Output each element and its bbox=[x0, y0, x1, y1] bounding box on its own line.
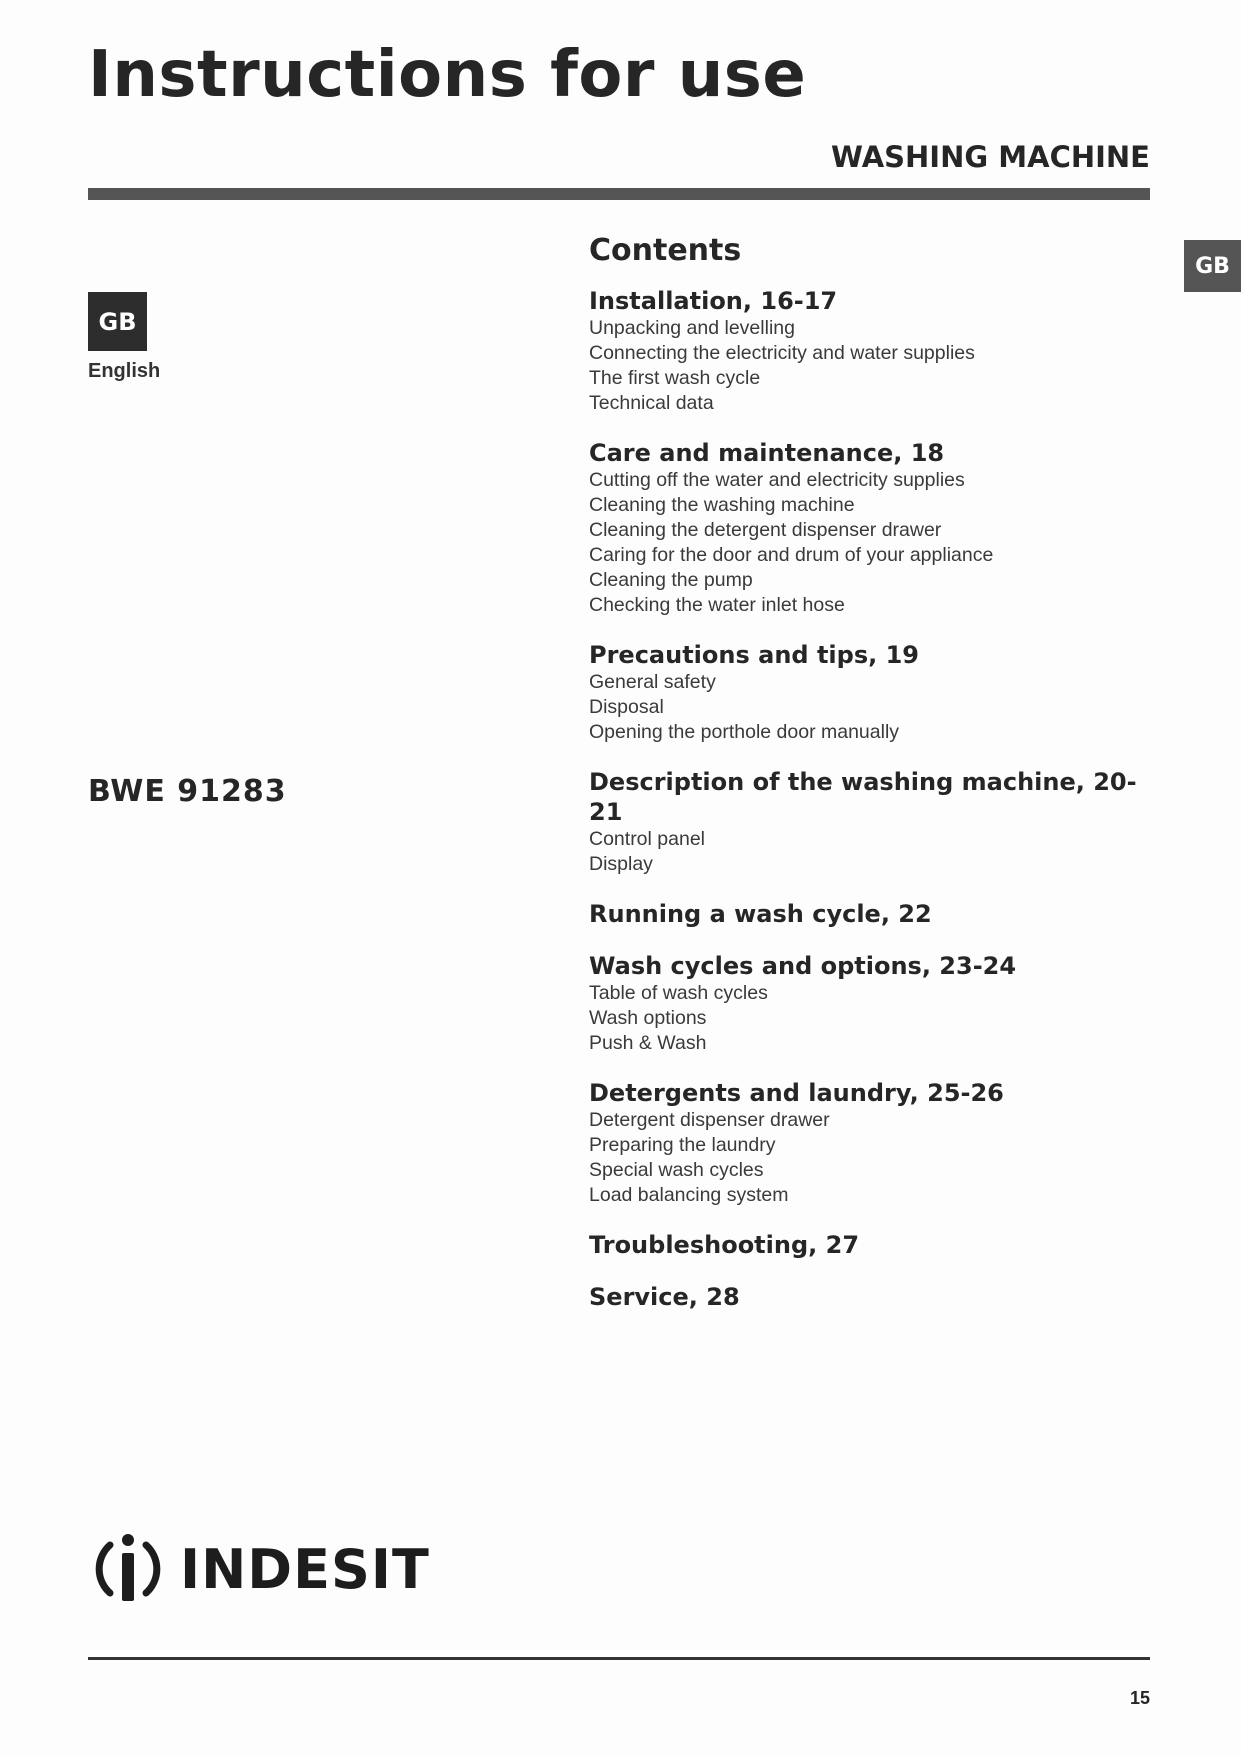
section-item: Special wash cycles bbox=[589, 1159, 764, 1181]
section-item: Technical data bbox=[589, 392, 714, 414]
model-number: BWE 91283 bbox=[88, 774, 287, 809]
page-title: Instructions for use bbox=[88, 38, 807, 112]
contents-sections bbox=[589, 286, 1149, 1312]
section-items bbox=[589, 468, 1149, 618]
section-items bbox=[589, 981, 1149, 1056]
section-title: Wash cycles and options, 23-24 bbox=[589, 952, 1017, 980]
section-item: Disposal bbox=[589, 696, 664, 718]
section-item: General safety bbox=[589, 671, 716, 693]
section-item: Push & Wash bbox=[589, 1032, 707, 1054]
section-title: Running a wash cycle, 22 bbox=[589, 900, 932, 928]
section-title: Description of the washing machine, 20-21 bbox=[589, 768, 1137, 826]
section-item: Checking the water inlet hose bbox=[589, 594, 845, 616]
section-item: Opening the porthole door manually bbox=[589, 721, 900, 743]
section-item: Caring for the door and drum of your appliance bbox=[589, 544, 994, 566]
language-label: English bbox=[88, 360, 161, 382]
section-item: Control panel bbox=[589, 828, 705, 850]
section-items bbox=[589, 1108, 1149, 1208]
header-divider bbox=[88, 188, 1150, 200]
section-item: Cleaning the washing machine bbox=[589, 494, 855, 516]
brand-logo bbox=[88, 1529, 430, 1609]
contents-section bbox=[589, 286, 1149, 416]
brand-logo-text: INDESIT bbox=[180, 1537, 430, 1601]
section-title: Detergents and laundry, 25-26 bbox=[589, 1079, 1004, 1107]
section-item: Detergent dispenser drawer bbox=[589, 1109, 830, 1131]
section-item: Cutting off the water and electricity supplies bbox=[589, 469, 965, 491]
contents-section bbox=[589, 767, 1149, 877]
section-items bbox=[589, 316, 1149, 416]
language-side-tab: GB bbox=[1184, 240, 1241, 292]
contents-section bbox=[589, 899, 1149, 929]
indesit-logo-icon bbox=[88, 1529, 168, 1609]
section-title: Care and maintenance, 18 bbox=[589, 439, 945, 467]
contents-section bbox=[589, 640, 1149, 745]
contents-section bbox=[589, 1282, 1149, 1312]
section-item: Unpacking and levelling bbox=[589, 317, 795, 339]
table-of-contents bbox=[589, 233, 1149, 1334]
section-title: Precautions and tips, 19 bbox=[589, 641, 919, 669]
section-item: Wash options bbox=[589, 1007, 707, 1029]
language-badge: GB bbox=[88, 292, 147, 351]
contents-section bbox=[589, 1230, 1149, 1260]
section-title: Installation, 16-17 bbox=[589, 287, 838, 315]
section-title: Service, 28 bbox=[589, 1283, 740, 1311]
contents-section bbox=[589, 951, 1149, 1056]
section-item: Cleaning the pump bbox=[589, 569, 753, 591]
section-item: Table of wash cycles bbox=[589, 982, 768, 1004]
section-item: Preparing the laundry bbox=[589, 1134, 776, 1156]
page-number: 15 bbox=[1129, 1688, 1150, 1708]
section-item: Load balancing system bbox=[589, 1184, 789, 1206]
footer-divider bbox=[88, 1657, 1150, 1660]
section-item: Display bbox=[589, 853, 653, 875]
section-title: Troubleshooting, 27 bbox=[589, 1231, 860, 1259]
section-item: Cleaning the detergent dispenser drawer bbox=[589, 519, 942, 541]
contents-heading: Contents bbox=[589, 233, 742, 268]
contents-section bbox=[589, 1078, 1149, 1208]
product-type: WASHING MACHINE bbox=[831, 140, 1150, 174]
section-items bbox=[589, 670, 1149, 745]
section-item: The first wash cycle bbox=[589, 367, 761, 389]
contents-section bbox=[589, 438, 1149, 618]
section-items bbox=[589, 827, 1149, 877]
section-item: Connecting the electricity and water supplies bbox=[589, 342, 975, 364]
